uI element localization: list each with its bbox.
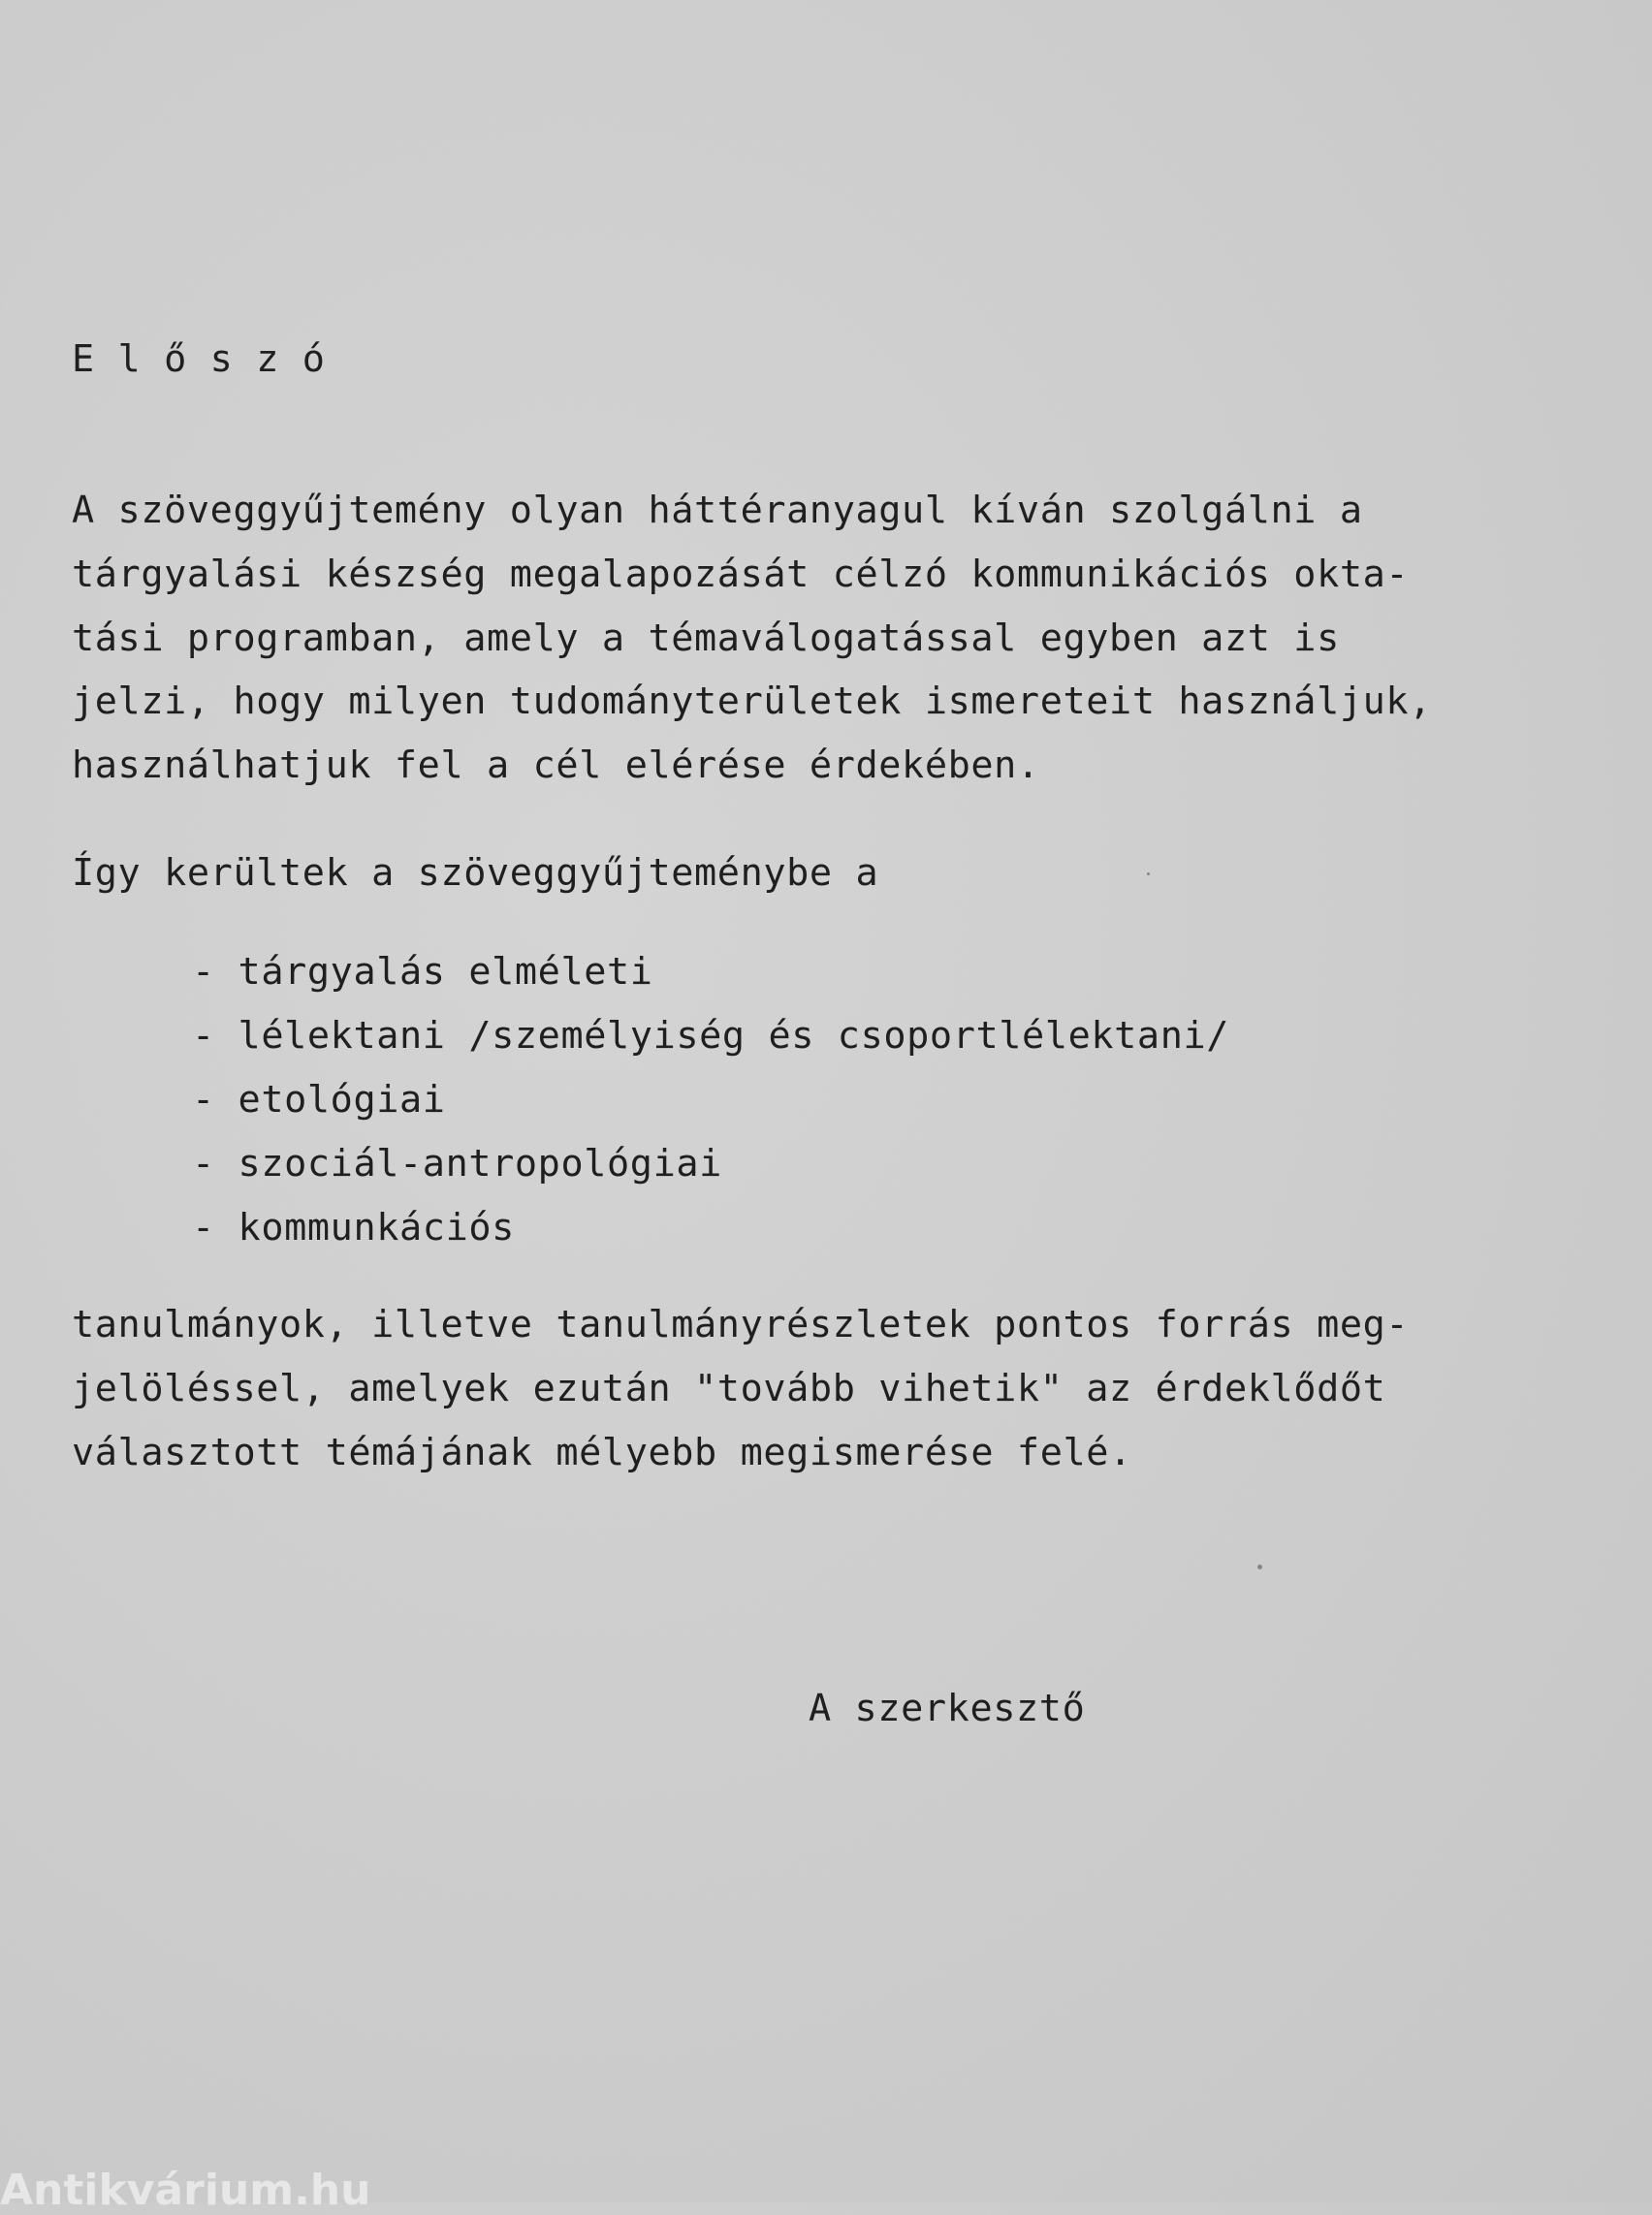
paragraph-1-line: A szöveggyűjtemény olyan háttéranyagul kíván szolgálni a bbox=[72, 489, 1363, 532]
paragraph-2-line: tanulmányok, illetve tanulmányrészletek pontos forrás meg- bbox=[72, 1303, 1410, 1346]
intro-line: Így kerültek a szöveggyűjteménybe a bbox=[72, 851, 879, 895]
document-title: E l ő s z ó bbox=[72, 337, 326, 381]
paragraph-1-line: jelzi, hogy milyen tudományterületek ismereteit használjuk, bbox=[72, 680, 1432, 723]
topic-list bbox=[192, 940, 1229, 1260]
paper-speck bbox=[1147, 872, 1150, 875]
paragraph-1-line: tárgyalási készség megalapozását célzó kommunikációs okta- bbox=[72, 553, 1410, 596]
paragraph-1-line: tási programban, amely a témaválogatással egyben azt is bbox=[72, 617, 1340, 660]
signature: A szerkesztő bbox=[809, 1687, 1086, 1730]
paper-speck bbox=[1257, 1565, 1262, 1569]
list-item: - kommunkációs bbox=[192, 1206, 515, 1250]
list-item: - lélektani /személyiség és csoportlélektani/ bbox=[192, 1014, 1230, 1058]
watermark-text: Antikvárium.hu bbox=[0, 2166, 371, 2215]
paragraph-1-line: használhatjuk fel a cél elérése érdekében. bbox=[72, 744, 1040, 787]
list-item: - etológiai bbox=[192, 1078, 446, 1122]
paragraph-2-line: választott témájának mélyebb megismerése felé. bbox=[72, 1431, 1132, 1474]
list-item: - tárgyalás elméleti bbox=[192, 950, 653, 994]
list-item: - szociál-antropológiai bbox=[192, 1142, 722, 1186]
paragraph-2-line: jelöléssel, amelyek ezután "tovább vihetik" az érdeklődőt bbox=[72, 1367, 1386, 1410]
